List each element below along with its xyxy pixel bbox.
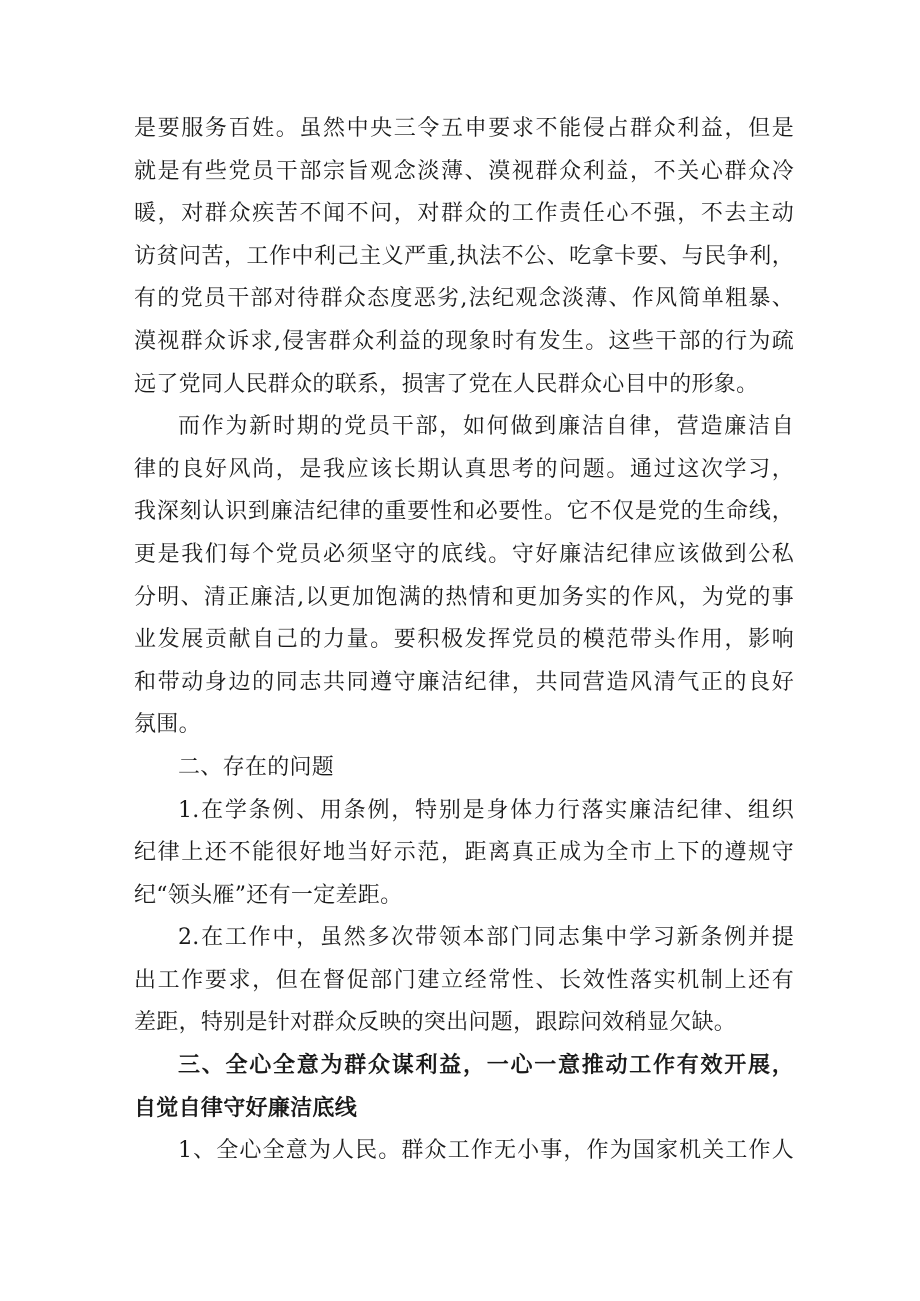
text-line: 氛围。 [134, 712, 201, 738]
heading-line: 自觉自律守好廉洁底线 [134, 1095, 358, 1121]
paragraph [134, 108, 794, 406]
section-heading [134, 1045, 794, 1130]
text-line: 暖，对群众疾苦不闻不问，对群众的工作责任心不强，不去主动 [134, 201, 794, 227]
text-line: 和带动身边的同志共同遵守廉洁纪律，共同营造风清气正的良好 [134, 669, 794, 695]
paragraph [134, 406, 794, 747]
text-line: 远了党同人民群众的联系，损害了党在人民群众心目中的形象。 [134, 371, 759, 397]
text-line: 业发展贡献自己的力量。要积极发挥党员的模范带头作用，影响 [134, 627, 794, 653]
heading-line: 二、存在的问题 [178, 754, 335, 780]
text-line: 2.在工作中，虽然多次带领本部门同志集中学习新条例并提 [178, 925, 794, 951]
paragraph [134, 790, 794, 918]
text-line: 1、全心全意为人民。群众工作无小事，作为国家机关工作人 [178, 1138, 794, 1164]
paragraph [134, 1130, 794, 1173]
text-line: 有的党员干部对待群众态度恶劣,法纪观念淡薄、作风简单粗暴、 [134, 286, 794, 312]
text-line: 律的良好风尚，是我应该长期认真思考的问题。通过这次学习， [134, 456, 794, 482]
text-line: 访贫问苦，工作中利己主义严重,执法不公、吃拿卡要、与民争利， [134, 243, 794, 269]
text-line: 分明、清正廉洁,以更加饱满的热情和更加务实的作风，为党的事 [134, 584, 794, 610]
document-body [134, 108, 794, 1173]
text-line: 出工作要求，但在督促部门建立经常性、长效性落实机制上还有 [134, 967, 794, 993]
text-line: 是要服务百姓。虽然中央三令五申要求不能侵占群众利益，但是 [134, 116, 794, 141]
text-line: 漠视群众诉求,侵害群众利益的现象时有发生。这些干部的行为疏 [134, 328, 794, 354]
text-line: 就是有些党员干部宗旨观念淡薄、漠视群众利益，不关心群众冷 [134, 158, 794, 184]
text-line: 1.在学条例、用条例，特别是身体力行落实廉洁纪律、组织 [178, 797, 794, 823]
paragraph [134, 917, 794, 1045]
text-line: 我深刻认识到廉洁纪律的重要性和必要性。它不仅是党的生命线， [134, 499, 794, 525]
text-line: 而作为新时期的党员干部，如何做到廉洁自律，营造廉洁自 [178, 414, 794, 440]
section-heading [134, 747, 794, 790]
text-line: 纪“领头雁”还有一定差距。 [134, 882, 403, 908]
text-line: 差距，特别是针对群众反映的突出问题，跟踪问效稍显欠缺。 [134, 1010, 737, 1036]
text-line: 纪律上还不能很好地当好示范，距离真正成为全市上下的遵规守 [134, 840, 794, 866]
text-line: 更是我们每个党员必须坚守的底线。守好廉洁纪律应该做到公私 [134, 541, 794, 567]
heading-line: 三、全心全意为群众谋利益，一心一意推动工作有效开展， [178, 1053, 794, 1079]
